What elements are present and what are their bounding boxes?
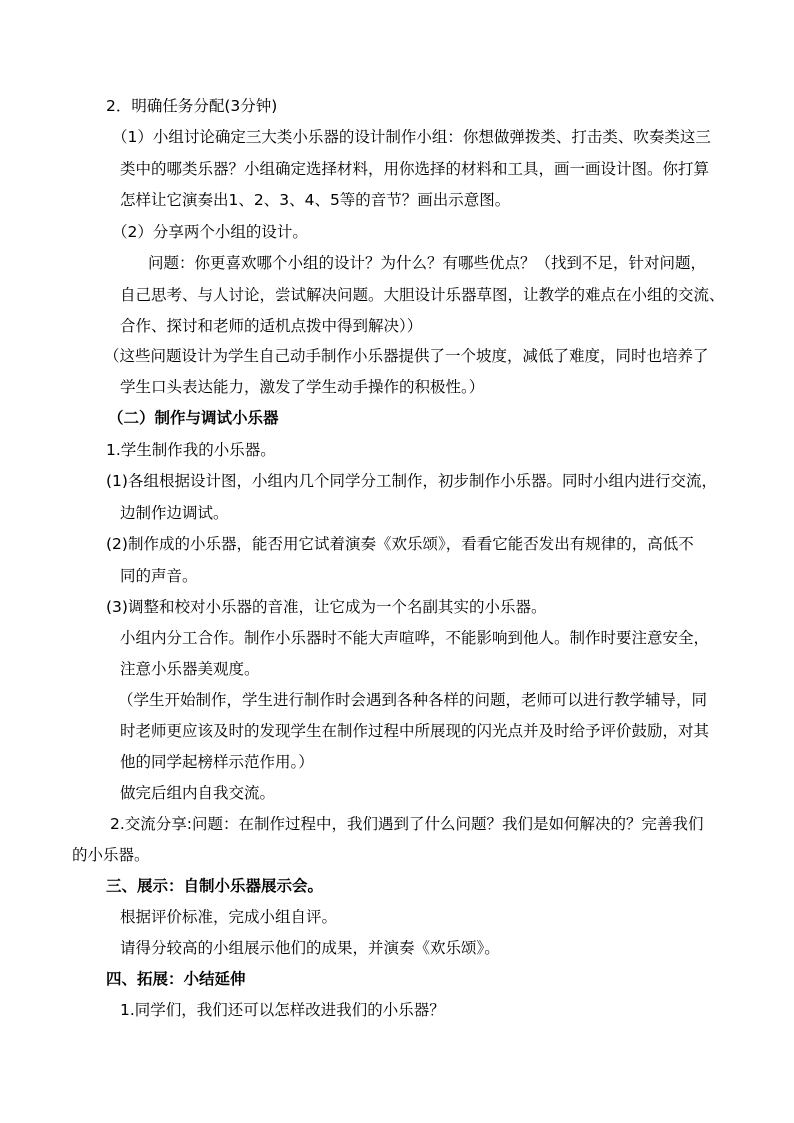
paragraph-line: 问题：你更喜欢哪个小组的设计？为什么？有哪些优点？（找到不足，针对问题， — [148, 254, 707, 272]
paragraph-line: 同的声音。 — [120, 567, 198, 585]
section-heading: （二）制作与调试小乐器 — [108, 409, 279, 427]
paragraph-line: 请得分较高的小组展示他们的成果，并演奏《欢乐颂》。 — [120, 939, 500, 957]
paragraph-line: 注意小乐器美观度。 — [120, 660, 260, 678]
paragraph-line: 学生口头表达能力，激发了学生动手操作的积极性。） — [120, 378, 485, 396]
paragraph-line: (3)调整和校对小乐器的音准，让它成为一个名副其实的小乐器。 — [106, 598, 547, 616]
paragraph-line: 1.同学们，我们还可以怎样改进我们的小乐器？ — [120, 1001, 445, 1019]
paragraph-line: 他的同学起榜样示范作用。） — [120, 753, 314, 771]
section-heading: 四、拓展：小结延伸 — [106, 970, 246, 988]
paragraph-line: (1)各组根据设计图，小组内几个同学分工制作，初步制作小乐器。同时小组内进行交流， — [106, 472, 717, 490]
paragraph-line: 2.交流分享:问题：在制作过程中，我们遇到了什么问题？我们是如何解决的？完善我们 — [110, 815, 704, 833]
paragraph-line: 小组内分工合作。制作小乐器时不能大声喧哗，不能影响到他人。制作时要注意安全， — [120, 629, 710, 647]
paragraph-line: 怎样让它演奏出1、2、3、4、5等的音节？画出示意图。 — [120, 191, 511, 209]
paragraph-line: 边制作边调试。 — [120, 504, 229, 522]
paragraph-line: （学生开始制作，学生进行制作时会遇到各种各样的问题，老师可以进行教学辅导，同 — [118, 691, 708, 709]
paragraph-line: (2)制作成的小乐器，能否用它试着演奏《欢乐颂》，看看它能否发出有规律的，高低不 — [106, 535, 694, 553]
paragraph-line: 根据评价标准，完成小组自评。 — [120, 908, 338, 926]
paragraph-line: 自己思考、与人讨论，尝试解决问题。大胆设计乐器草图，让教学的难点在小组的交流、 — [120, 286, 725, 304]
task-heading: 2．明确任务分配(3分钟) — [106, 97, 278, 115]
paragraph-line: 类中的哪类乐器？小组确定选择材料，用你选择的材料和工具，画一画设计图。你打算 — [120, 160, 710, 178]
paragraph-line: 合作、探讨和老师的适机点拨中得到解决）） — [120, 317, 423, 335]
paragraph-line: 的小乐器。 — [72, 846, 150, 864]
paragraph-line: 做完后组内自我交流。 — [120, 784, 276, 802]
paragraph-line: （1）小组讨论确定三大类小乐器的设计制作小组：你想做弹拨类、打击类、吹奏类这三 — [112, 128, 711, 146]
paragraph-line: 1.学生制作我的小乐器。 — [106, 441, 276, 459]
paragraph-line: 时老师更应该及时的发现学生在制作过程中所展现的闪光点并及时给予评价鼓励，对其 — [120, 722, 710, 740]
paragraph-line: （2）分享两个小组的设计。 — [112, 223, 308, 241]
section-heading: 三、展示：自制小乐器展示会。 — [106, 877, 324, 895]
paragraph-line: （这些问题设计为学生自己动手制作小乐器提供了一个坡度，减低了难度，同时也培养了 — [104, 347, 709, 365]
